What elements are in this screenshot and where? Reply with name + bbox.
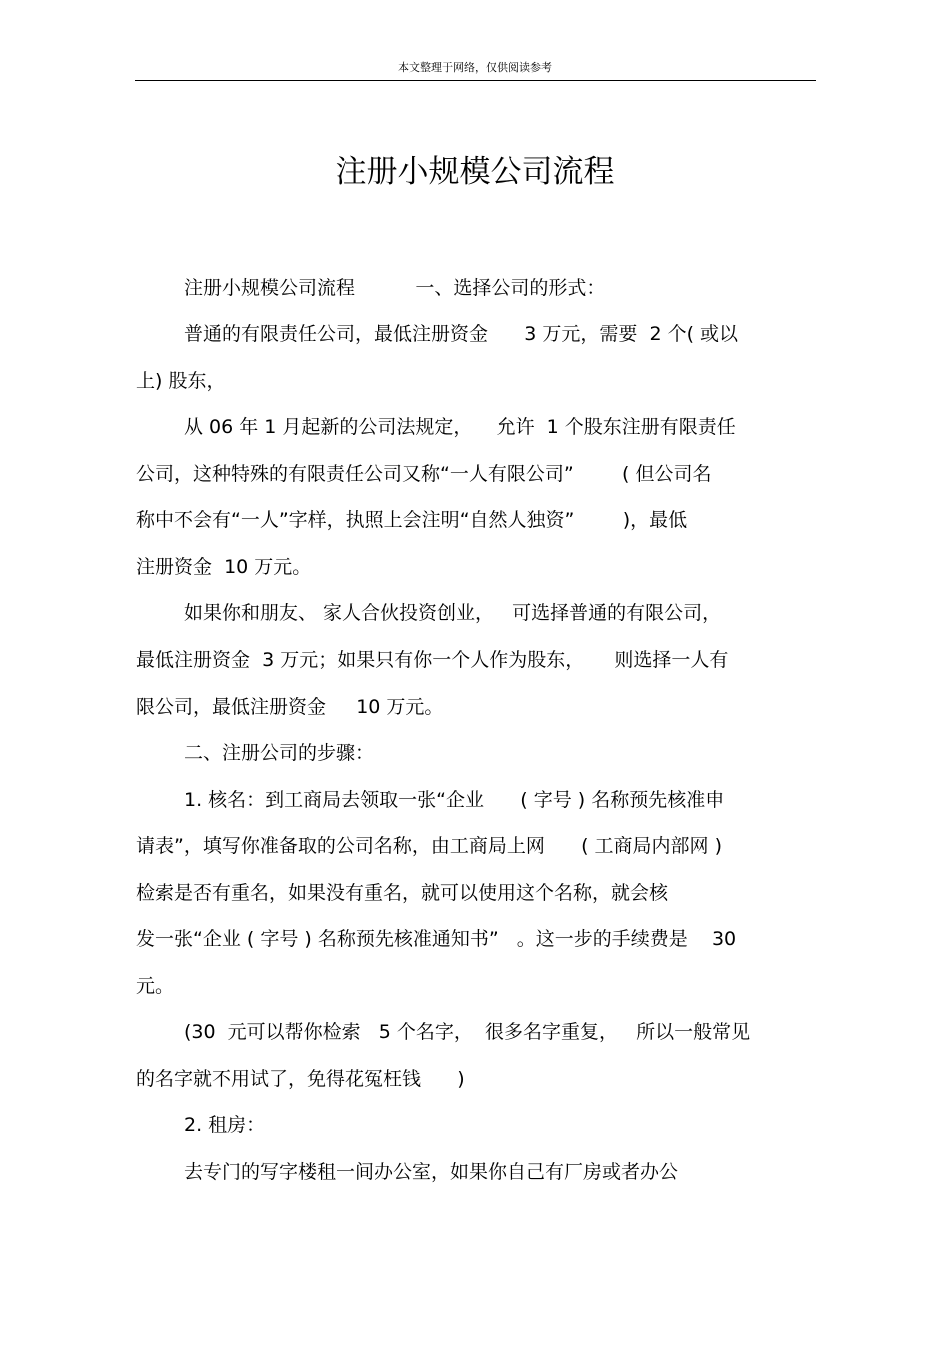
body-line: 注册小规模公司流程 一、选择公司的形式： [184,277,606,299]
body-line: 发一张“企业 ( 字号 ) 名称预先核准通知书” 。这一步的手续费是 30 [136,928,737,950]
header-note: 本文整理于网络，仅供阅读参考 [398,61,552,74]
section-heading: 二、注册公司的步骤： [184,742,375,764]
body-line: 从 06 年 1 月起新的公司法规定， 允许 1 个股东注册有限责任 [184,416,736,438]
body-line: 普通的有限责任公司，最低注册资金 3 万元，需要 2 个( 或以 [184,323,739,345]
body-line: 如果你和朋友、 家人合伙投资创业， 可选择普通的有限公司， [184,602,722,624]
body-line: 注册资金 10 万元。 [136,556,312,578]
body-line: 去专门的写字楼租一间办公室，如果你自己有厂房或者办公 [184,1161,679,1183]
body-line: 请表”，填写你准备取的公司名称，由工商局上网 ( 工商局内部网 ) [136,835,722,857]
body-line: 检索是否有重名，如果没有重名，就可以使用这个名称，就会核 [136,882,669,904]
body-line: (30 元可以帮你检索 5 个名字， 很多名字重复， 所以一般常见 [184,1021,751,1043]
body-line: 限公司，最低注册资金 10 万元。 [136,696,444,718]
body-line: 元。 [136,975,175,997]
body-line: 1. 核名：到工商局去领取一张“企业 ( 字号 ) 名称预先核准申 [184,789,725,811]
body-line: 称中不会有“一人”字样，执照上会注明“自然人独资” )，最低 [136,509,688,531]
header-divider [135,80,816,81]
body-line: 的名字就不用试了，免得花冤枉钱 ) [136,1068,465,1090]
page-title: 注册小规模公司流程 [335,154,615,190]
body-line: 公司，这种特殊的有限责任公司又称“一人有限公司” ( 但公司名 [136,463,712,485]
body-line: 上) 股东， [136,370,226,392]
body-line: 2. 租房： [184,1114,266,1136]
body-line: 最低注册资金 3 万元；如果只有你一个人作为股东， 则选择一人有 [136,649,729,671]
